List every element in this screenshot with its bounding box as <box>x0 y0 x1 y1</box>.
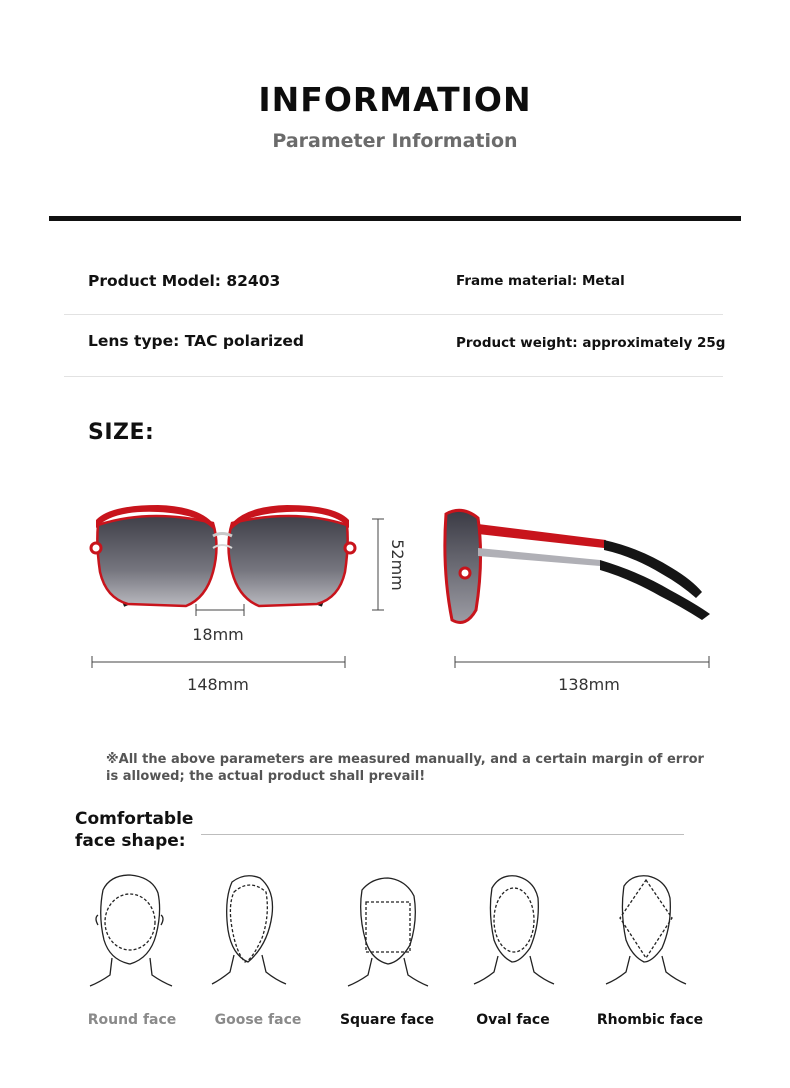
square-face-icon <box>348 878 428 986</box>
rhombic-face-icon <box>606 876 686 984</box>
measurement-note: ※All the above parameters are measured manually, and a certain margin of error is allowed; the actual product shall prevail! <box>106 752 704 784</box>
temple-length-label: 138mm <box>558 675 620 694</box>
front-width-label: 148mm <box>187 675 249 694</box>
goose-face-icon <box>212 876 286 984</box>
face-label-goose: Goose face <box>214 1012 302 1028</box>
face-shape-heading-line1: Comfortable <box>75 809 194 829</box>
face-label-square: Square face <box>339 1012 435 1028</box>
oval-face-icon <box>474 876 554 984</box>
lens-height-label: 52mm <box>388 539 407 591</box>
bridge-width-label: 18mm <box>192 625 244 644</box>
round-face-icon <box>90 875 172 986</box>
product-model: Product Model: 82403 <box>88 272 281 290</box>
page-title: INFORMATION <box>258 80 532 119</box>
frame-material: Frame material: Metal <box>456 273 625 289</box>
face-shape-heading-line2: face shape: <box>75 831 186 851</box>
face-label-round: Round face <box>87 1012 177 1028</box>
face-label-rhombic: Rhombic face <box>596 1012 704 1028</box>
page-subtitle: Parameter Information <box>272 130 518 152</box>
product-weight: Product weight: approximately 25g <box>456 335 726 351</box>
size-title: SIZE: <box>88 420 155 445</box>
face-label-oval: Oval face <box>476 1012 550 1028</box>
lens-type: Lens type: TAC polarized <box>88 332 305 350</box>
